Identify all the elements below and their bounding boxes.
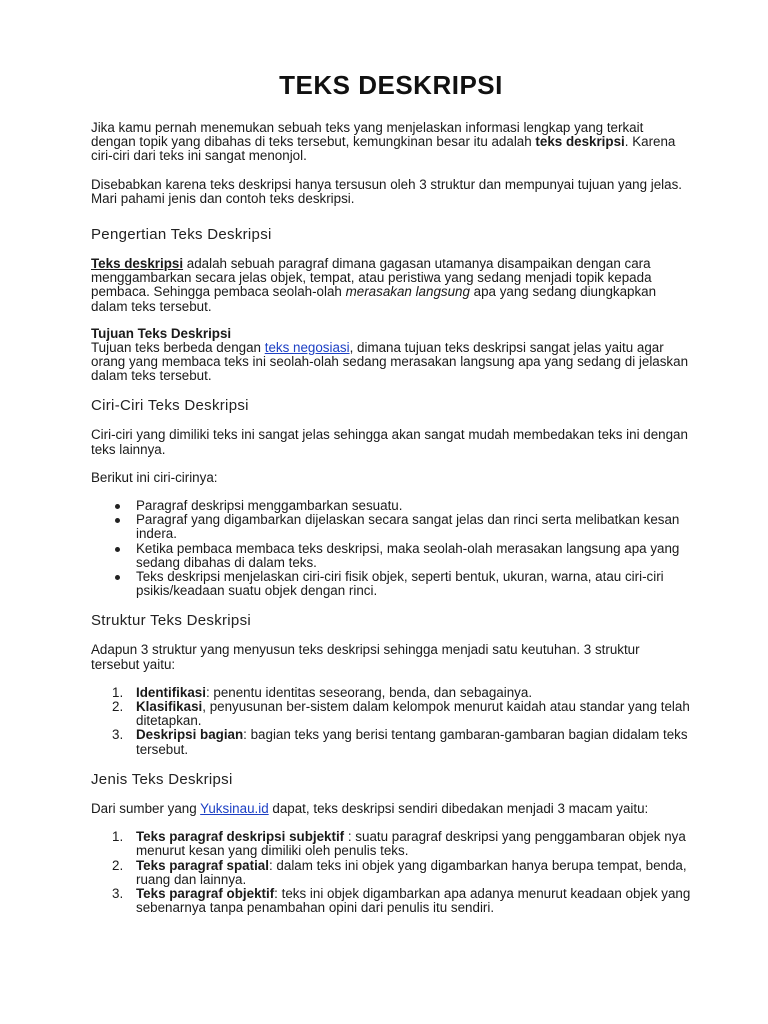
list-item <box>91 700 691 728</box>
list-item <box>91 499 691 513</box>
list-number: 1. <box>112 829 124 845</box>
intro-bold-term: teks deskripsi <box>535 134 625 150</box>
ciri-paragraph-2: Berikut ini ciri-cirinya: <box>91 469 218 485</box>
list-item-text: : dalam teks ini objek yang digambarkan hanya berupa tempat, benda, ruang dan lainnya. <box>136 857 687 887</box>
intro-paragraph-2: Disebabkan karena teks deskripsi hanya tersusun oleh 3 struktur dan mempunyai tujuan yang jelas. Mari pahami jenis dan contoh teks deskripsi. <box>91 176 683 206</box>
jenis-text-end: dapat, teks deskripsi sendiri dibedakan menjadi 3 macam yaitu: <box>268 800 649 816</box>
list-term: Klasifikasi <box>136 699 203 715</box>
link-teks-negosiasi[interactable]: teks negosiasi <box>264 339 350 355</box>
pengertian-paragraph <box>91 257 691 314</box>
list-item <box>91 686 691 700</box>
list-item-text: Teks deskripsi menjelaskan ciri-ciri fisik objek, seperti bentuk, ukuran, warna, atau ciri-ciri psikis/keadaan suatu objek dengan rinci. <box>136 569 664 599</box>
list-item-text: : bagian teks yang berisi tentang gambaran-gambaran bagian didalam teks tersebut. <box>136 727 688 757</box>
section-heading-struktur: Struktur Teks Deskripsi <box>91 612 251 630</box>
section-heading-ciri: Ciri-Ciri Teks Deskripsi <box>91 397 249 415</box>
list-number: 3. <box>112 727 124 743</box>
list-item-text: Ketika pembaca membaca teks deskripsi, maka seolah-olah merasakan langsung apa yang sedang dibahas di dalam teks. <box>136 540 680 570</box>
pengertian-text-end: apa yang sedang diungkapkan dalam teks tersebut. <box>91 284 657 314</box>
list-term: Deskripsi bagian <box>136 727 244 743</box>
list-item-text: Paragraf yang digambarkan dijelaskan secara sangat jelas dan rinci serta melibatkan kesan indera. <box>136 512 680 542</box>
list-item-text: : teks ini objek digambarkan apa adanya menurut keadaan objek yang sebenarnya tanpa penambahan opini dari penulis itu sendiri. <box>136 885 691 916</box>
list-item-text: , penyusunan ber-sistem dalam kelompok menurut kaidah atau standar yang telah ditetapkan. <box>136 699 690 729</box>
section-heading-pengertian: Pengertian Teks Deskripsi <box>91 226 272 244</box>
list-item-text: Paragraf deskripsi menggambarkan sesuatu. <box>136 498 403 514</box>
list-item <box>91 728 691 756</box>
list-term: Teks paragraf objektif <box>136 885 275 901</box>
pengertian-italic: merasakan langsung <box>345 284 470 300</box>
ciri-paragraph-1: Ciri-ciri yang dimiliki teks ini sangat jelas sehingga akan sangat mudah membedakan teks ini dengan teks lainnya. <box>91 427 688 457</box>
list-item <box>91 513 691 541</box>
struktur-list <box>91 686 691 757</box>
subheading-tujuan: Tujuan Teks Deskripsi <box>91 325 232 341</box>
list-term: Teks paragraf spatial <box>136 857 269 873</box>
list-number: 1. <box>112 684 124 700</box>
pengertian-text: adalah sebuah paragraf dimana gagasan utamanya disampaikan dengan cara menggambarkan secara jelas objek, tempat, atau peristiwa yang sedang menjadi topik kepada pembaca. Sehingga pembaca seolah-olah <box>91 256 652 300</box>
pengertian-term: Teks deskripsi <box>91 256 184 272</box>
bullet-icon <box>115 518 120 523</box>
jenis-text: Dari sumber yang <box>91 800 201 816</box>
jenis-list <box>91 830 691 915</box>
document-body <box>91 70 691 915</box>
bullet-icon <box>115 547 120 552</box>
list-item <box>91 859 691 887</box>
jenis-paragraph <box>91 802 691 816</box>
intro-text: Jika kamu pernah menemukan sebuah teks yang menjelaskan informasi lengkap yang terkait dengan topik yang dibahas di teks tersebut, kemungkinan besar itu adalah <box>91 120 644 150</box>
tujuan-paragraph <box>91 341 691 384</box>
bullet-icon <box>115 504 120 509</box>
list-term: Teks paragraf deskripsi subjektif <box>136 829 345 845</box>
list-item <box>91 542 691 570</box>
list-item <box>91 830 691 858</box>
tujuan-text: Tujuan teks berbeda dengan <box>91 339 265 355</box>
struktur-paragraph: Adapun 3 struktur yang menyusun teks deskripsi sehingga menjadi satu keutuhan. 3 struktur tersebut yaitu: <box>91 642 640 672</box>
list-item-text: : penentu identitas seseorang, benda, dan sebagainya. <box>205 684 533 700</box>
section-heading-jenis: Jenis Teks Deskripsi <box>91 770 233 788</box>
bullet-icon <box>115 575 120 580</box>
list-number: 2. <box>112 857 124 873</box>
list-item <box>91 570 691 598</box>
page-title: TEKS DESKRIPSI <box>279 70 503 100</box>
intro-text-end: . Karena ciri-ciri dari teks ini sangat menonjol. <box>91 134 676 164</box>
list-item <box>91 887 691 915</box>
ciri-list <box>91 499 691 598</box>
list-number: 3. <box>112 885 124 901</box>
tujuan-text-end: , dimana tujuan teks deskripsi sangat jelas yaitu agar orang yang membaca teks ini seolah-olah sedang merasakan langsung apa yang sedang di jelaskan dalam teks tersebut. <box>91 339 689 384</box>
list-number: 2. <box>112 699 124 715</box>
link-yuksinau[interactable]: Yuksinau.id <box>200 800 269 816</box>
list-term: Identifikasi <box>136 684 206 700</box>
intro-paragraph-1 <box>91 121 691 164</box>
list-item-text: : suatu paragraf deskripsi yang penggambaran objek nya menurut kesan yang dimiliki oleh penulis teks. <box>136 829 686 859</box>
